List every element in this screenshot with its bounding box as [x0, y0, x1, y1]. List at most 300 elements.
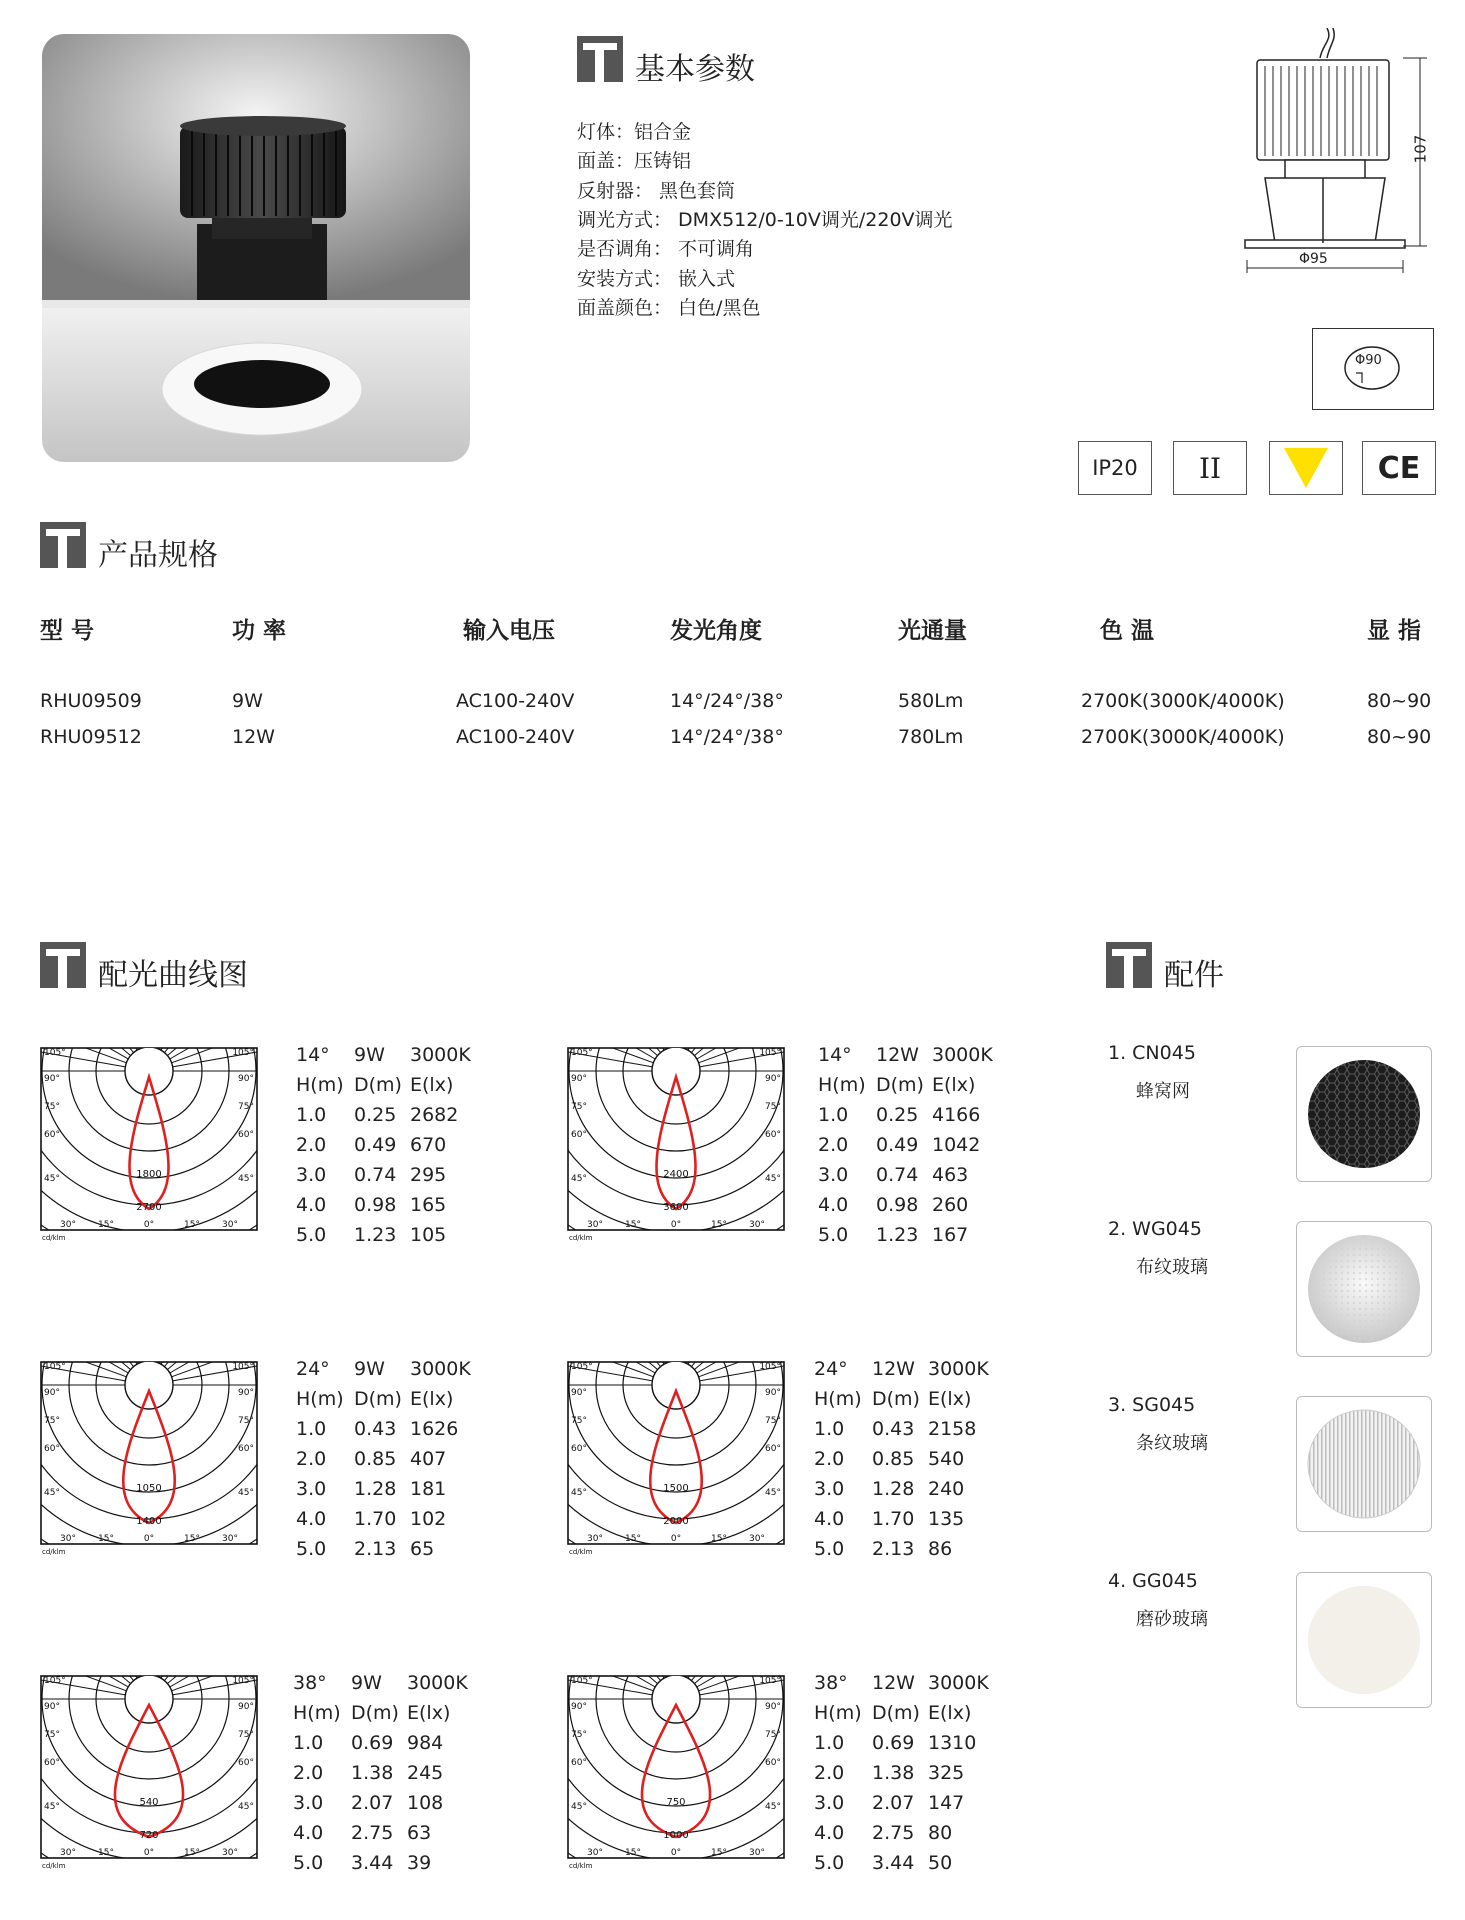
angle-label: 75° [571, 1102, 587, 1112]
section-title-curve: 配光曲线图 [98, 958, 248, 993]
angle-label: 30° [222, 1534, 238, 1544]
angle-label: 90° [765, 1702, 781, 1712]
table-col-header: H(m) [296, 1388, 344, 1410]
table-head-cell: 3000K [410, 1358, 471, 1380]
spec-cell: AC100-240V [456, 726, 575, 748]
table-cell: 1.28 [354, 1478, 397, 1500]
angle-label: 30° [749, 1848, 765, 1858]
polar-diagram-14-9w [40, 1047, 258, 1243]
class-ii-label: II [1198, 451, 1222, 485]
unit-label: cd/klm [569, 1862, 593, 1870]
angle-label: 15° [625, 1848, 641, 1858]
table-cell: 167 [932, 1224, 969, 1246]
table-cell: 0.85 [872, 1448, 915, 1470]
table-cell: 80 [928, 1822, 953, 1844]
table-cell: 4.0 [814, 1508, 845, 1530]
angle-label: 15° [184, 1848, 200, 1858]
table-cell: 5.0 [818, 1224, 849, 1246]
table-head-cell: 3000K [928, 1358, 989, 1380]
param-install: 安装方式： 嵌入式 [577, 268, 736, 290]
spec-cell: 9W [232, 690, 263, 712]
table-cell: 3.44 [872, 1852, 915, 1874]
spec-cell: 780Lm [898, 726, 964, 748]
table-cell: 0.43 [872, 1418, 915, 1440]
ring-label: 1800 [136, 1169, 162, 1180]
spec-cell: 80~90 [1367, 726, 1432, 748]
angle-label: 30° [60, 1848, 76, 1858]
table-cell: 1.23 [876, 1224, 919, 1246]
angle-label: 0° [670, 1848, 682, 1858]
table-cell: 4166 [932, 1104, 981, 1126]
angle-label: 75° [765, 1102, 781, 1112]
accessory-image-fabric-glass [1296, 1221, 1432, 1357]
table-cell: 4.0 [296, 1508, 327, 1530]
table-cell: 0.43 [354, 1418, 397, 1440]
accessory-name: 条纹玻璃 [1136, 1433, 1208, 1454]
table-cell: 50 [928, 1852, 953, 1874]
table-col-header: D(m) [876, 1074, 924, 1096]
table-cell: 3.44 [351, 1852, 394, 1874]
ring-label: 3600 [663, 1202, 689, 1213]
table-cell: 5.0 [293, 1852, 324, 1874]
table-cell: 240 [928, 1478, 965, 1500]
angle-label: 90° [765, 1388, 781, 1398]
table-cell: 3.0 [296, 1478, 327, 1500]
spec-cell: RHU09512 [40, 726, 142, 748]
param-cover: 面盖：压铸铝 [577, 150, 692, 172]
table-cell: 0.85 [354, 1448, 397, 1470]
table-col-header: D(m) [351, 1702, 399, 1724]
table-col-header: E(lx) [410, 1074, 454, 1096]
table-cell: 0.49 [354, 1134, 397, 1156]
angle-label: 90° [44, 1388, 60, 1398]
angle-label: 75° [765, 1416, 781, 1426]
table-cell: 5.0 [814, 1538, 845, 1560]
spec-cell: AC100-240V [456, 690, 575, 712]
angle-label: 105° [232, 1048, 254, 1058]
table-cell: 1310 [928, 1732, 977, 1754]
spec-header-angle: 发光角度 [670, 618, 762, 644]
spec-header-lumen: 光通量 [898, 618, 967, 644]
angle-label: 90° [571, 1702, 587, 1712]
ring-label: 720 [139, 1830, 159, 1841]
table-cell: 3.0 [814, 1792, 845, 1814]
table-cell: 0.25 [354, 1104, 397, 1126]
angle-label: 90° [44, 1702, 60, 1712]
table-head-cell: 9W [351, 1672, 382, 1694]
accessory-code: 1. CN045 [1108, 1042, 1196, 1064]
table-cell: 181 [410, 1478, 447, 1500]
angle-label: 15° [98, 1220, 114, 1230]
table-cell: 245 [407, 1762, 444, 1784]
spec-header-voltage: 输入电压 [463, 618, 555, 644]
accessory-code: 4. GG045 [1108, 1570, 1198, 1592]
spec-header-cct: 色 温 [1100, 618, 1155, 644]
table-col-header: E(lx) [932, 1074, 976, 1096]
angle-label: 15° [98, 1534, 114, 1544]
table-cell: 2.13 [354, 1538, 397, 1560]
angle-label: 0° [143, 1534, 155, 1544]
cutout-label: Φ90 [1355, 353, 1382, 368]
table-cell: 3.0 [293, 1792, 324, 1814]
table-cell: 463 [932, 1164, 969, 1186]
angle-label: 60° [44, 1758, 60, 1768]
diameter-dimension: Φ95 [1299, 251, 1328, 267]
table-cell: 0.74 [354, 1164, 397, 1186]
table-cell: 165 [410, 1194, 447, 1216]
angle-label: 60° [765, 1444, 781, 1454]
unit-label: cd/klm [42, 1548, 66, 1556]
spec-header-model: 型 号 [40, 618, 95, 644]
angle-label: 45° [44, 1488, 60, 1498]
table-cell: 5.0 [296, 1538, 327, 1560]
angle-label: 60° [571, 1130, 587, 1140]
angle-label: 30° [222, 1848, 238, 1858]
table-cell: 2.13 [872, 1538, 915, 1560]
table-col-header: H(m) [814, 1702, 862, 1724]
spec-cell: 14°/24°/38° [670, 690, 784, 712]
section-logo-icon [40, 942, 86, 988]
param-color: 面盖颜色： 白色/黑色 [577, 297, 761, 319]
table-cell: 0.98 [354, 1194, 397, 1216]
angle-label: 90° [44, 1074, 60, 1084]
angle-label: 75° [44, 1102, 60, 1112]
angle-label: 105° [44, 1676, 66, 1686]
table-cell: 2.0 [814, 1762, 845, 1784]
section-logo-icon [1106, 942, 1152, 988]
cutout-circle-icon [1342, 343, 1402, 393]
table-cell: 135 [928, 1508, 965, 1530]
angle-label: 105° [759, 1676, 781, 1686]
table-cell: 295 [410, 1164, 447, 1186]
table-head-cell: 24° [296, 1358, 330, 1380]
angle-label: 45° [44, 1174, 60, 1184]
param-reflector: 反射器： 黑色套筒 [577, 180, 736, 202]
table-cell: 260 [932, 1194, 969, 1216]
spec-cell: RHU09509 [40, 690, 142, 712]
ring-label: 2400 [663, 1169, 689, 1180]
angle-label: 105° [571, 1676, 593, 1686]
table-head-cell: 14° [818, 1044, 852, 1066]
polar-diagram-24-12w [567, 1361, 785, 1557]
angle-label: 75° [238, 1416, 254, 1426]
table-cell: 1.28 [872, 1478, 915, 1500]
angle-label: 0° [143, 1220, 155, 1230]
table-cell: 1.0 [814, 1732, 845, 1754]
spec-cell: 14°/24°/38° [670, 726, 784, 748]
table-col-header: E(lx) [407, 1702, 451, 1724]
table-cell: 4.0 [818, 1194, 849, 1216]
table-cell: 540 [928, 1448, 965, 1470]
table-col-header: H(m) [818, 1074, 866, 1096]
table-cell: 65 [410, 1538, 435, 1560]
angle-label: 30° [587, 1848, 603, 1858]
angle-label: 60° [765, 1130, 781, 1140]
angle-label: 90° [238, 1388, 254, 1398]
angle-label: 105° [44, 1362, 66, 1372]
section-title-accessories: 配件 [1164, 958, 1224, 993]
angle-label: 15° [711, 1220, 727, 1230]
table-cell: 0.25 [876, 1104, 919, 1126]
table-cell: 2.0 [818, 1134, 849, 1156]
spec-cell: 12W [232, 726, 275, 748]
table-head-cell: 9W [354, 1358, 385, 1380]
angle-label: 75° [571, 1416, 587, 1426]
angle-label: 60° [238, 1444, 254, 1454]
angle-label: 60° [44, 1444, 60, 1454]
angle-label: 15° [711, 1534, 727, 1544]
angle-label: 90° [571, 1388, 587, 1398]
angle-label: 105° [571, 1362, 593, 1372]
angle-label: 45° [571, 1174, 587, 1184]
table-cell: 63 [407, 1822, 432, 1844]
angle-label: 0° [143, 1848, 155, 1858]
angle-label: 105° [232, 1362, 254, 1372]
angle-label: 105° [759, 1048, 781, 1058]
angle-label: 30° [749, 1220, 765, 1230]
section-title-basic: 基本参数 [635, 52, 755, 87]
ring-label: 1400 [136, 1516, 162, 1527]
table-head-cell: 38° [293, 1672, 327, 1694]
spec-cell: 580Lm [898, 690, 964, 712]
angle-label: 90° [238, 1074, 254, 1084]
table-cell: 4.0 [296, 1194, 327, 1216]
angle-label: 30° [222, 1220, 238, 1230]
table-cell: 2.75 [872, 1822, 915, 1844]
angle-label: 105° [571, 1048, 593, 1058]
class-ii-badge [1173, 441, 1247, 495]
angle-label: 60° [571, 1758, 587, 1768]
table-cell: 1042 [932, 1134, 981, 1156]
accessory-name: 蜂窝网 [1136, 1081, 1190, 1102]
table-cell: 86 [928, 1538, 953, 1560]
unit-label: cd/klm [42, 1862, 66, 1870]
angle-label: 105° [232, 1676, 254, 1686]
unit-label: cd/klm [569, 1234, 593, 1242]
accessory-code: 3. SG045 [1108, 1394, 1196, 1416]
table-cell: 1.70 [354, 1508, 397, 1530]
angle-label: 30° [587, 1220, 603, 1230]
table-cell: 4.0 [293, 1822, 324, 1844]
polar-diagram-24-9w [40, 1361, 258, 1557]
angle-label: 15° [98, 1848, 114, 1858]
spec-header-cri: 显 指 [1367, 618, 1422, 644]
accessory-name: 布纹玻璃 [1136, 1257, 1208, 1278]
table-cell: 2.0 [296, 1448, 327, 1470]
spec-header-power: 功 率 [232, 618, 287, 644]
table-head-cell: 9W [354, 1044, 385, 1066]
ring-label: 2700 [136, 1202, 162, 1213]
spec-cell: 2700K(3000K/4000K) [1081, 690, 1285, 712]
table-cell: 3.0 [296, 1164, 327, 1186]
angle-label: 30° [60, 1534, 76, 1544]
table-cell: 407 [410, 1448, 447, 1470]
section-logo-icon [577, 36, 623, 82]
table-cell: 39 [407, 1852, 432, 1874]
table-cell: 102 [410, 1508, 447, 1530]
angle-label: 45° [765, 1174, 781, 1184]
unit-label: cd/klm [569, 1548, 593, 1556]
angle-label: 75° [44, 1416, 60, 1426]
product-photo [42, 34, 470, 462]
polar-diagram-14-12w [567, 1047, 785, 1243]
angle-label: 15° [184, 1220, 200, 1230]
table-cell: 1.0 [296, 1418, 327, 1440]
angle-label: 30° [749, 1534, 765, 1544]
table-head-cell: 12W [876, 1044, 919, 1066]
table-cell: 2158 [928, 1418, 977, 1440]
table-head-cell: 3000K [407, 1672, 468, 1694]
angle-label: 45° [238, 1174, 254, 1184]
angle-label: 105° [759, 1362, 781, 1372]
angle-label: 75° [238, 1102, 254, 1112]
angle-label: 30° [60, 1220, 76, 1230]
angle-label: 45° [765, 1488, 781, 1498]
ring-label: 2000 [663, 1516, 689, 1527]
angle-label: 60° [765, 1758, 781, 1768]
table-cell: 3.0 [814, 1478, 845, 1500]
ce-label: CE [1377, 450, 1421, 486]
angle-label: 15° [184, 1534, 200, 1544]
table-cell: 0.98 [876, 1194, 919, 1216]
angle-label: 15° [625, 1534, 641, 1544]
table-cell: 325 [928, 1762, 965, 1784]
ring-label: 1000 [663, 1830, 689, 1841]
table-col-header: D(m) [872, 1388, 920, 1410]
angle-label: 45° [571, 1802, 587, 1812]
table-cell: 5.0 [814, 1852, 845, 1874]
table-head-cell: 24° [814, 1358, 848, 1380]
ring-label: 1050 [136, 1483, 162, 1494]
table-head-cell: 12W [872, 1358, 915, 1380]
table-head-cell: 38° [814, 1672, 848, 1694]
table-cell: 1.0 [818, 1104, 849, 1126]
table-head-cell: 14° [296, 1044, 330, 1066]
table-cell: 1.0 [296, 1104, 327, 1126]
table-col-header: D(m) [872, 1702, 920, 1724]
accessory-image-frosted-glass [1296, 1572, 1432, 1708]
angle-label: 45° [238, 1488, 254, 1498]
table-cell: 984 [407, 1732, 444, 1754]
table-cell: 0.74 [876, 1164, 919, 1186]
angle-label: 90° [571, 1074, 587, 1084]
angle-label: 15° [711, 1848, 727, 1858]
table-col-header: D(m) [354, 1074, 402, 1096]
angle-label: 60° [238, 1130, 254, 1140]
angle-label: 60° [44, 1130, 60, 1140]
table-cell: 0.69 [872, 1732, 915, 1754]
table-cell: 2.75 [351, 1822, 394, 1844]
table-cell: 2.0 [296, 1134, 327, 1156]
ip-rating-badge: IP20 [1078, 441, 1152, 495]
table-col-header: E(lx) [410, 1388, 454, 1410]
cutout-box [1312, 328, 1434, 410]
ring-label: 750 [666, 1797, 686, 1808]
table-col-header: D(m) [354, 1388, 402, 1410]
angle-label: 45° [44, 1802, 60, 1812]
table-cell: 4.0 [814, 1822, 845, 1844]
table-head-cell: 3000K [932, 1044, 993, 1066]
table-cell: 1.38 [872, 1762, 915, 1784]
triangle-warning-icon [1281, 446, 1331, 490]
table-cell: 0.49 [876, 1134, 919, 1156]
param-adjustable: 是否调角： 不可调角 [577, 238, 755, 260]
angle-label: 60° [238, 1758, 254, 1768]
table-head-cell: 3000K [410, 1044, 471, 1066]
table-cell: 2.07 [351, 1792, 394, 1814]
polar-diagram-38-9w [40, 1675, 258, 1871]
table-cell: 147 [928, 1792, 965, 1814]
warning-badge [1269, 441, 1343, 495]
angle-label: 45° [571, 1488, 587, 1498]
angle-label: 105° [44, 1048, 66, 1058]
accessory-image-striped-glass [1296, 1396, 1432, 1532]
accessory-image-honeycomb [1296, 1046, 1432, 1182]
ce-badge [1362, 441, 1436, 495]
accessory-name: 磨砂玻璃 [1136, 1609, 1208, 1630]
angle-label: 45° [238, 1802, 254, 1812]
table-head-cell: 3000K [928, 1672, 989, 1694]
angle-label: 0° [670, 1534, 682, 1544]
angle-label: 75° [44, 1730, 60, 1740]
table-cell: 2.0 [814, 1448, 845, 1470]
angle-label: 75° [571, 1730, 587, 1740]
section-logo-icon [40, 522, 86, 568]
angle-label: 75° [238, 1730, 254, 1740]
param-body: 灯体：铝合金 [577, 121, 692, 143]
table-cell: 670 [410, 1134, 447, 1156]
table-cell: 108 [407, 1792, 444, 1814]
unit-label: cd/klm [42, 1234, 66, 1242]
height-dimension: 107 [1411, 134, 1430, 164]
angle-label: 45° [765, 1802, 781, 1812]
table-cell: 2.0 [293, 1762, 324, 1784]
table-cell: 2682 [410, 1104, 459, 1126]
ring-label: 1500 [663, 1483, 689, 1494]
table-cell: 1.0 [293, 1732, 324, 1754]
table-head-cell: 12W [872, 1672, 915, 1694]
table-cell: 1.23 [354, 1224, 397, 1246]
table-cell: 0.69 [351, 1732, 394, 1754]
table-col-header: H(m) [814, 1388, 862, 1410]
table-cell: 1.0 [814, 1418, 845, 1440]
param-dimming: 调光方式： DMX512/0-10V调光/220V调光 [577, 209, 953, 231]
table-cell: 1.38 [351, 1762, 394, 1784]
angle-label: 90° [765, 1074, 781, 1084]
table-cell: 2.07 [872, 1792, 915, 1814]
table-cell: 3.0 [818, 1164, 849, 1186]
section-title-spec: 产品规格 [98, 538, 218, 573]
table-cell: 105 [410, 1224, 447, 1246]
table-cell: 5.0 [296, 1224, 327, 1246]
polar-diagram-38-12w [567, 1675, 785, 1871]
angle-label: 90° [238, 1702, 254, 1712]
angle-label: 15° [625, 1220, 641, 1230]
table-cell: 1626 [410, 1418, 459, 1440]
angle-label: 30° [587, 1534, 603, 1544]
spec-cell: 80~90 [1367, 690, 1432, 712]
table-col-header: H(m) [293, 1702, 341, 1724]
table-col-header: E(lx) [928, 1702, 972, 1724]
accessory-code: 2. WG045 [1108, 1218, 1202, 1240]
angle-label: 0° [670, 1220, 682, 1230]
table-col-header: H(m) [296, 1074, 344, 1096]
angle-label: 75° [765, 1730, 781, 1740]
angle-label: 60° [571, 1444, 587, 1454]
table-col-header: E(lx) [928, 1388, 972, 1410]
ring-label: 540 [139, 1797, 159, 1808]
table-cell: 1.70 [872, 1508, 915, 1530]
